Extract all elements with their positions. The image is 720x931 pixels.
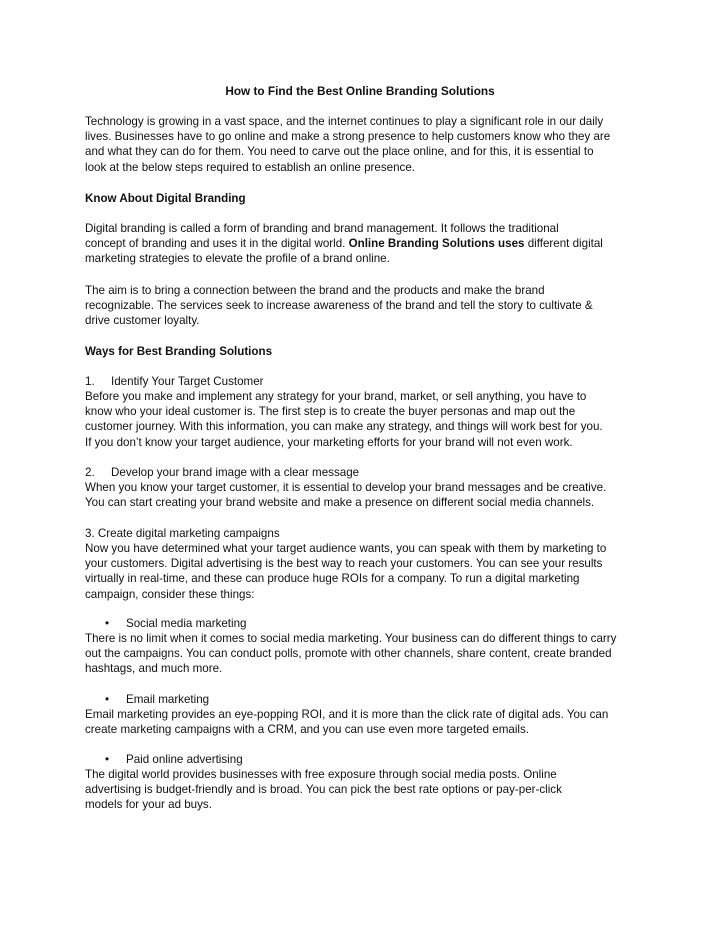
- text-line: create marketing campaigns with a CRM, and you can use even more targeted emails.: [85, 723, 529, 737]
- text-line: marketing strategies to elevate the profile of a brand online.: [85, 252, 390, 266]
- item-number: 1.: [85, 375, 95, 388]
- item-number: 2.: [85, 466, 95, 479]
- document-title: How to Find the Best Online Branding Solutions: [225, 84, 495, 98]
- paid-ads-paragraph: [85, 767, 640, 813]
- text-line: look at the below steps required to establish an online presence.: [85, 160, 415, 174]
- text-line: The aim is to bring a connection between the brand and the products and make the brand: [85, 284, 545, 297]
- digital-branding-paragraph: [85, 221, 640, 267]
- bullet-icon: •: [105, 693, 110, 706]
- numbered-item-1-title: [85, 374, 264, 389]
- text-line: campaign, consider these things:: [85, 587, 255, 601]
- bullet-item-paid-ads: [105, 752, 243, 767]
- bullet-item-email: [105, 692, 209, 707]
- numbered-item-3-title: 3. Create digital marketing campaigns: [85, 527, 280, 540]
- bullet-icon: •: [105, 617, 110, 630]
- text-line: Technology is growing in a vast space, and the internet continues to play a significant role in our daily: [85, 115, 604, 128]
- bullet-title: Email marketing: [126, 693, 210, 706]
- text-line: Email marketing provides an eye-popping ROI, and it is more than the click rate of digital ads. You can: [85, 708, 609, 721]
- text-line: drive customer loyalty.: [85, 314, 200, 328]
- intro-paragraph: [85, 114, 640, 175]
- text-line: advertising is budget-friendly and is broad. You can pick the best rate options or pay-per-click: [85, 783, 562, 797]
- bullet-item-social-media: [105, 616, 247, 631]
- item-2-paragraph: [85, 480, 640, 510]
- text-run: different digital: [524, 237, 603, 251]
- item-title: Develop your brand image with a clear message: [111, 466, 360, 479]
- bold-keyword: Online Branding Solutions uses: [348, 237, 525, 251]
- item-title: Identify Your Target Customer: [111, 375, 264, 388]
- brand-aim-paragraph: [85, 283, 640, 329]
- text-line: The digital world provides businesses with free exposure through social media posts. Online: [85, 768, 557, 781]
- text-line: Before you make and implement any strategy for your brand, market, or sell anything, you have to: [85, 390, 587, 403]
- text-line: customer journey. With this information, you can make any strategy, and things will work best for you.: [85, 420, 603, 434]
- social-media-paragraph: [85, 631, 640, 677]
- text-line: hashtags, and much more.: [85, 662, 223, 676]
- text-line: If you don’t know your target audience, your marketing efforts for your brand will not even work.: [85, 435, 573, 449]
- text-line: There is no limit when it comes to social media marketing. Your business can do different things to carry: [85, 632, 617, 645]
- text-line: models for your ad buys.: [85, 798, 212, 812]
- text-line: Now you have determined what your target audience wants, you can speak with them by marketing to: [85, 542, 607, 555]
- bullet-title: Social media marketing: [126, 617, 247, 630]
- text-line: recognizable. The services seek to increase awareness of the brand and tell the story to cultivate &: [85, 299, 593, 313]
- text-line: know who your ideal customer is. The first step is to create the buyer personas and map out the: [85, 405, 576, 419]
- text-line: out the campaigns. You can conduct polls, promote with other channels, share content, create branded: [85, 647, 612, 661]
- bullet-icon: •: [105, 753, 110, 766]
- text-line: your customers. Digital advertising is the best way to reach your customers. You can see your results: [85, 557, 603, 571]
- text-line: lives. Businesses have to go online and make a strong presence to help customers know who they are: [85, 130, 611, 144]
- bullet-title: Paid online advertising: [126, 753, 243, 766]
- text-run: concept of branding and uses it in the digital world.: [85, 237, 349, 251]
- text-line: When you know your target customer, it is essential to develop your brand messages and be creative.: [85, 481, 607, 494]
- email-paragraph: [85, 707, 640, 737]
- section-heading-digital-branding: Know About Digital Branding: [85, 192, 246, 205]
- text-line: Digital branding is called a form of branding and brand management. It follows the traditional: [85, 222, 559, 235]
- item-1-paragraph: [85, 389, 640, 450]
- numbered-item-2-title: [85, 465, 359, 480]
- section-heading-ways: Ways for Best Branding Solutions: [85, 345, 273, 358]
- text-line: You can start creating your brand website and make a presence on different social media channels.: [85, 496, 595, 510]
- text-line: and what they can do for them. You need to carve out the place online, and for this, it is essential to: [85, 145, 594, 159]
- item-3-paragraph: [85, 541, 640, 602]
- text-line: [85, 236, 640, 251]
- text-line: virtually in real-time, and these can produce huge ROIs for a company. To run a digital marketing: [85, 572, 580, 586]
